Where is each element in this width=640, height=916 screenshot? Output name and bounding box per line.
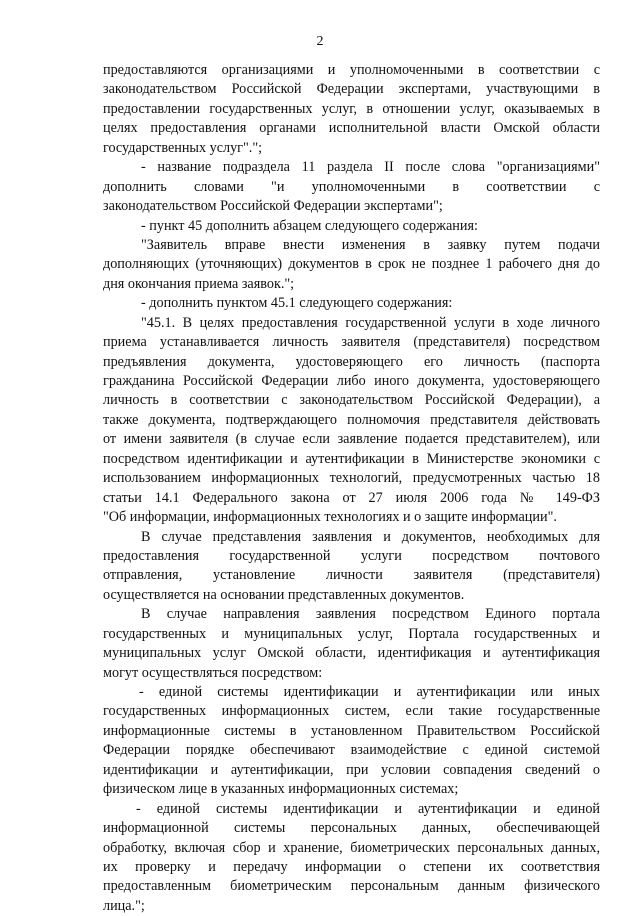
text-line: использованием информационных технологий, предусмотренных частью 18: [103, 470, 600, 487]
text-line: предоставленным биометрическим персональным данным физического: [103, 878, 600, 895]
text-line: предоставлении государственных услуг, в отношении услуг, оказываемых в: [103, 100, 600, 117]
text-line: - пункт 45 дополнить абзацем следующего содержания:: [141, 217, 478, 234]
text-line: В случае представления заявления и документов, необходимых для: [141, 528, 600, 545]
text-line: предоставляются организациями и уполномоченными в соответствии с: [103, 62, 600, 78]
text-line: - единой системы идентификации и аутентификации и единой: [136, 800, 600, 817]
text-line: - название подраздела 11 раздела II после слова "организациями": [141, 159, 600, 176]
text-line: лица.";: [103, 897, 145, 914]
text-line: информационные системы в установленном Правительством Российской: [103, 722, 600, 739]
text-line: "Заявитель вправе внести изменения в заявку путем подачи: [141, 236, 600, 253]
text-line: - дополнить пунктом 45.1 следующего содержания:: [141, 295, 453, 312]
text-line: идентификации и аутентификации, при условии совпадения сведений о: [103, 761, 600, 778]
text-line: могут осуществляться посредством:: [103, 664, 323, 681]
text-line: приема устанавливается личность заявителя (представителя) посредством: [103, 334, 600, 351]
text-line: физическом лице в указанных информационных системах;: [103, 781, 459, 798]
text-line: целях предоставления органами исполнительной власти Омской области: [103, 120, 600, 137]
text-line: от имени заявителя (в случае если заявление подается представителем), или: [103, 431, 600, 448]
document-body: [103, 61, 600, 916]
text-line: дня окончания приема заявок.";: [103, 275, 295, 292]
page-number: 2: [316, 34, 324, 49]
text-line: дополняющих (уточняющих) документов в срок не позднее 1 рабочего дня до: [103, 256, 600, 273]
text-line: "45.1. В целях предоставления государственной услуги в ходе личного: [141, 314, 600, 331]
text-line: предоставления государственной услуги посредством почтового: [103, 547, 600, 564]
text-line: государственных информационных систем, если такие государственные: [103, 703, 600, 720]
text-line: личность в соответствии с законодательством Российской Федерации), а: [103, 392, 600, 409]
text-line: их проверку и передачу информации о степени их соответствия: [103, 858, 600, 875]
text-line: посредством идентификации и аутентификации в Министерстве экономики с: [103, 450, 600, 467]
text-line: дополнить словами "и уполномоченными в соответствии с: [103, 178, 600, 195]
text-line: законодательством Российской Федерации экспертами";: [103, 198, 443, 215]
text-line: - единой системы идентификации и аутентификации или иных: [139, 684, 600, 700]
text-line: предъявления документа, удостоверяющего его личность (паспорта: [103, 353, 600, 370]
text-line: обработку, включая сбор и хранение, биометрических персональных данных,: [103, 839, 600, 856]
text-line: статьи 14.1 Федерального закона от 27 июля 2006 года № 149-ФЗ: [103, 489, 600, 506]
text-line: муниципальных услуг Омской области, идентификация и аутентификация: [103, 645, 600, 662]
text-line: также документа, подтверждающего полномочия представителя действовать: [103, 411, 600, 428]
text-line: "Об информации, информационных технологиях и о защите информации".: [103, 509, 557, 526]
text-line: государственных и муниципальных услуг, Портала государственных и: [103, 625, 600, 642]
text-line: Федерации порядке обеспечивают взаимодействие с единой системой: [103, 742, 600, 759]
text-line: отправления, установление личности заявителя (представителя): [103, 567, 600, 584]
text-line: государственных услуг".";: [103, 139, 263, 156]
text-line: информационной системы персональных данных, обеспечивающей: [103, 820, 600, 837]
text-line: законодательством Российской Федерации экспертами, участвующими в: [103, 81, 600, 98]
text-line: осуществляется на основании представленных документов.: [103, 586, 465, 603]
text-line: В случае направления заявления посредством Единого портала: [141, 606, 600, 623]
text-line: гражданина Российской Федерации либо иного документа, удостоверяющего: [103, 373, 600, 389]
